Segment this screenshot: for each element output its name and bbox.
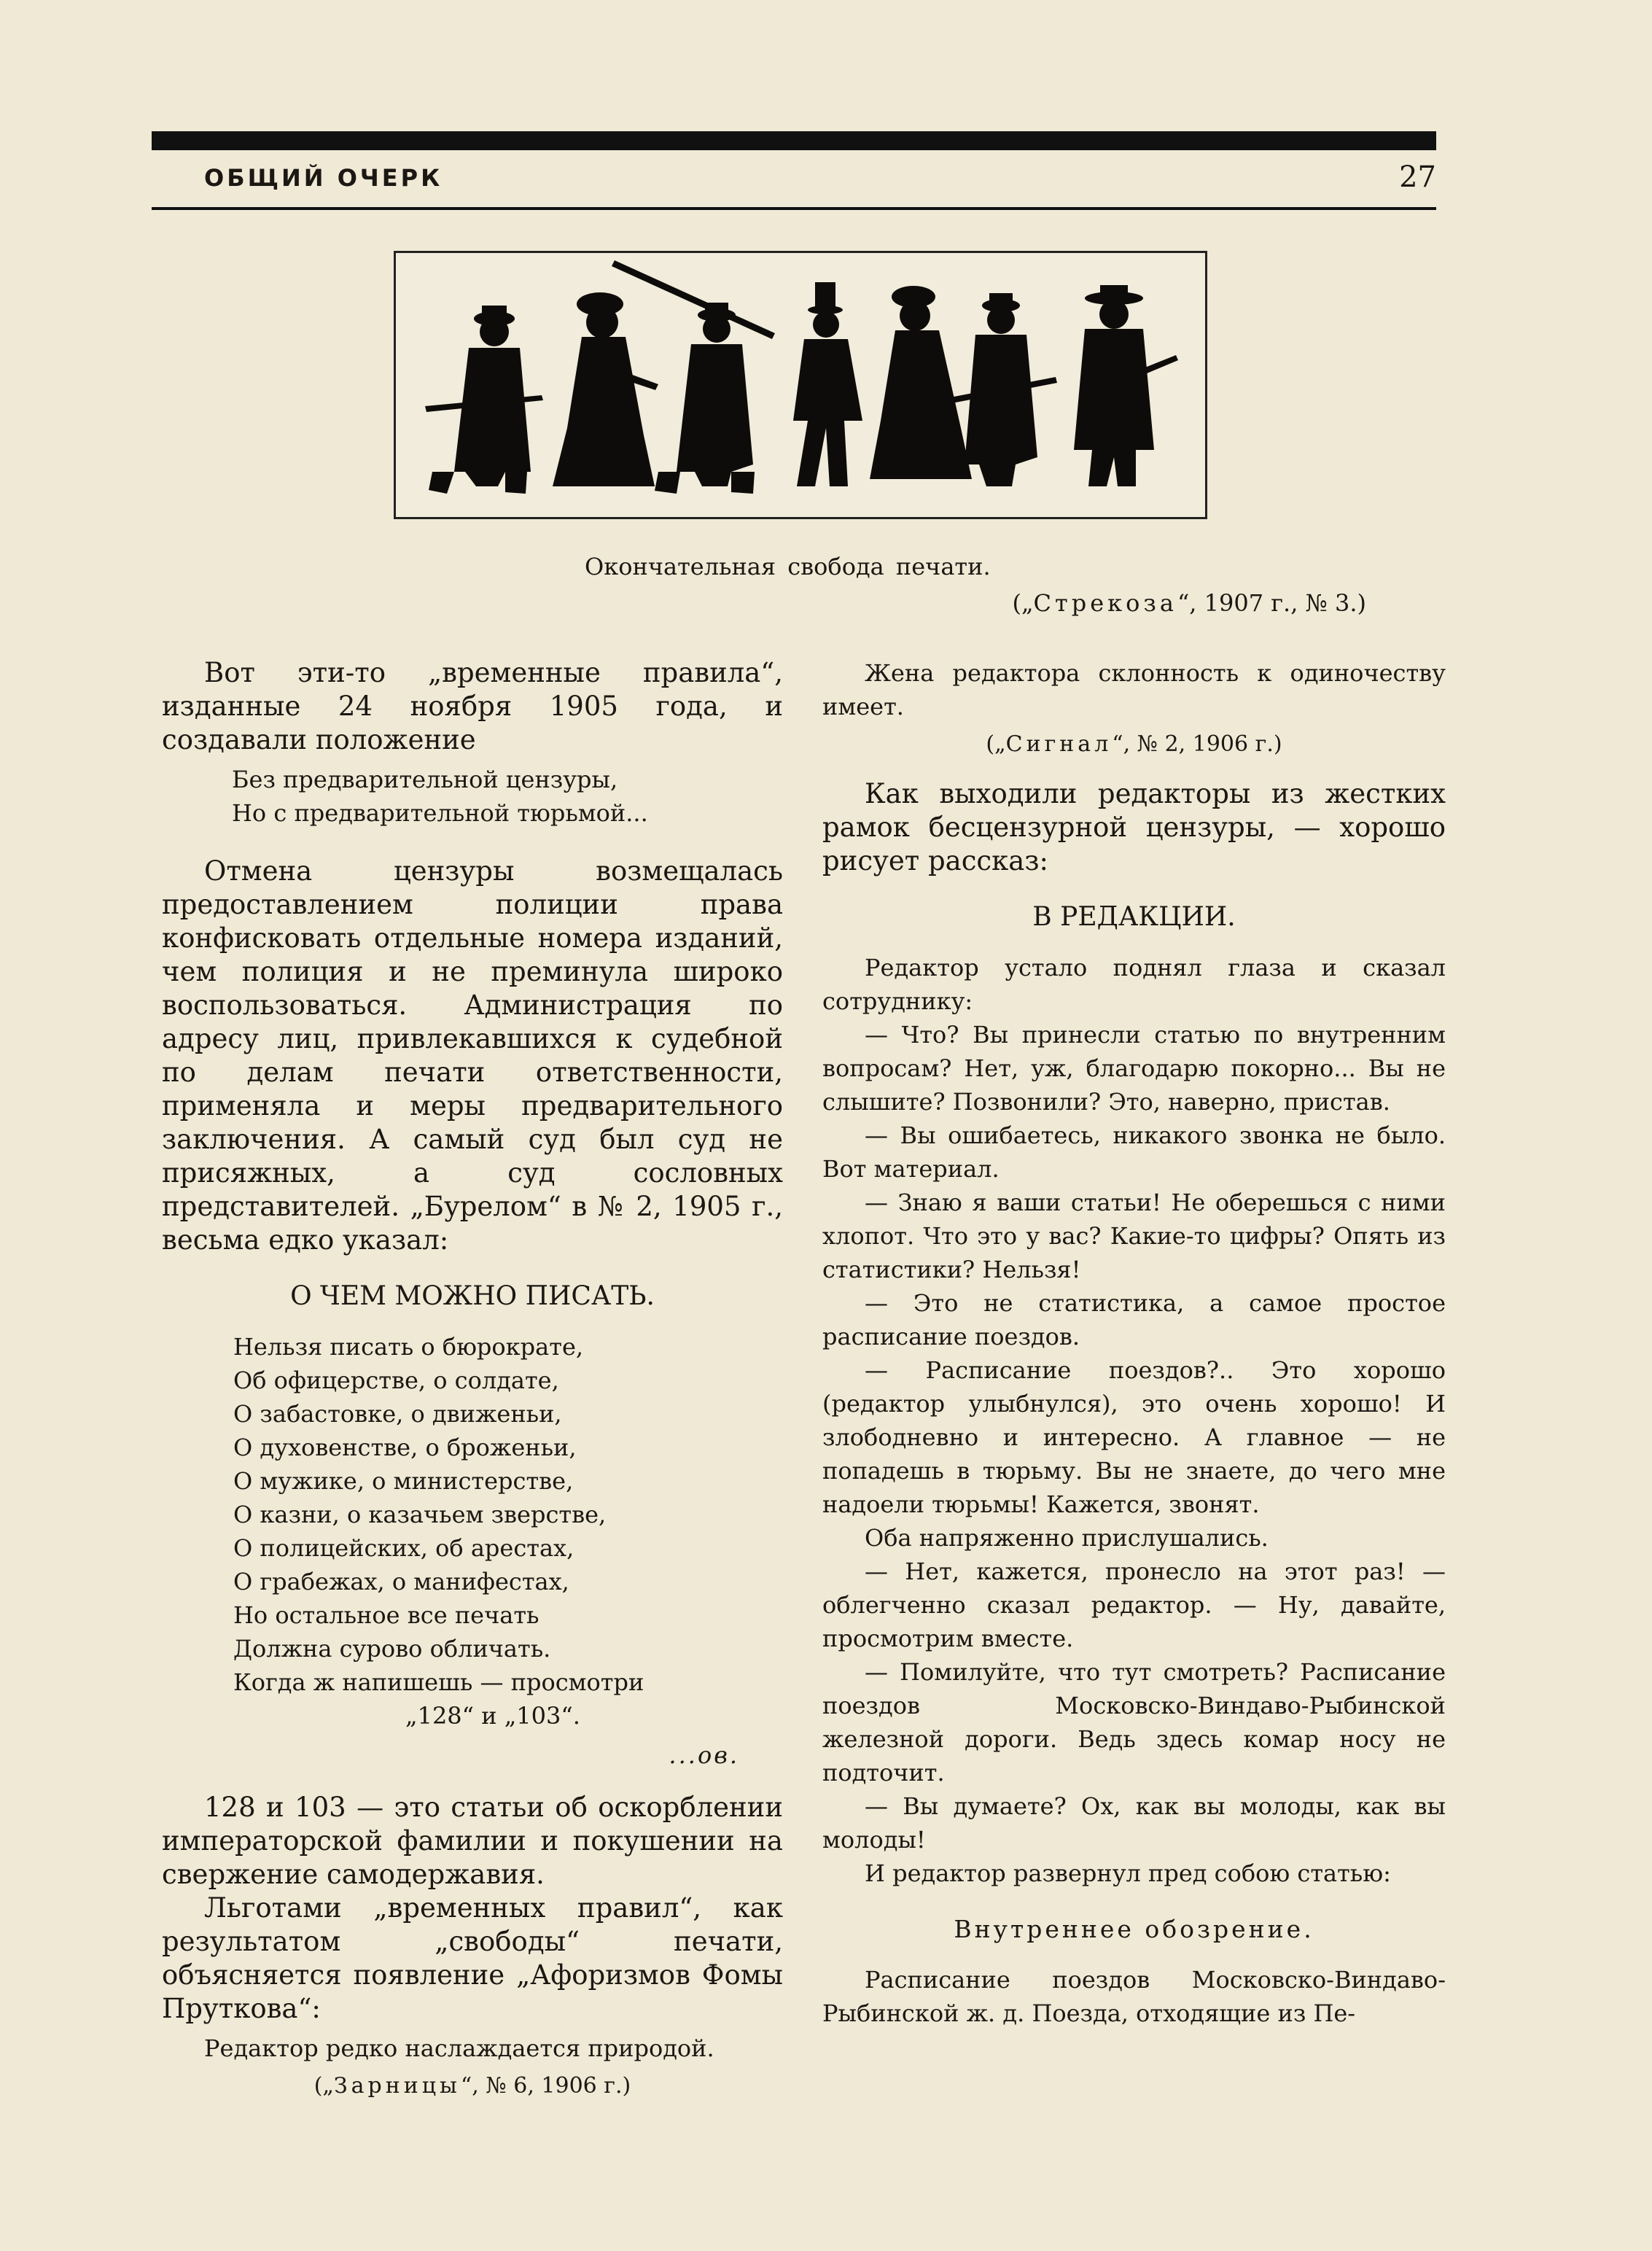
- epigraph-line: Без предварительной цензуры,: [232, 766, 618, 793]
- paragraph: Как выходили редакторы из жестких рамок бесцензурной цензуры, — хорошо рисует рассказ:: [822, 778, 1446, 876]
- poem-line: Нельзя писать о бюрократе,: [233, 1333, 584, 1361]
- story-paragraph: — Вы думаете? Ох, как вы молоды, как вы молоды!: [822, 1792, 1446, 1854]
- story-paragraph: — Расписание поездов?.. Это хорошо (редактор улыбнулся), это очень хорошо! И злободневно и интересно. А главное — не попадешь в тюрьму. Вы не знаете, до чего мне надоели тюрьмы! Кажется, звонят.: [822, 1356, 1446, 1518]
- epigraph: [232, 763, 783, 830]
- silhouette-illustration: [394, 251, 1207, 519]
- story-paragraph: — Что? Вы принесли статью по внутренним вопросам? Нет, уж, благодарю покорно... Вы не слышите? Позвонили? Это, наверно, пристав.: [822, 1021, 1446, 1116]
- poem-line: Должна сурово обличать.: [233, 1635, 551, 1663]
- poem: [233, 1330, 783, 1733]
- story-paragraph: — Вы ошибаетесь, никакого звонка не было. Вот материал.: [822, 1121, 1446, 1183]
- aphorism: Редактор редко наслаждается природой.: [204, 2034, 714, 2062]
- silhouette-woman-2: [870, 286, 972, 479]
- poem-line: О духовенстве, о броженьи,: [233, 1434, 577, 1461]
- poem-line: О мужике, о министерстве,: [233, 1467, 574, 1495]
- paragraph: Вот эти-то „временные правила“, изданные 24 ноября 1905 года, и создавали положение: [162, 657, 783, 755]
- top-rule: [152, 131, 1436, 150]
- story-paragraph: Расписание поездов Московско-Виндаво-Рыбинской ж. д. Поезда, отходящие из Пе-: [822, 1966, 1446, 2027]
- silhouette-woman-1: [553, 292, 658, 486]
- story-paragraph: — Помилуйте, что тут смотреть? Расписание поездов Московско-Виндаво-Рыбинской железной дороги. Ведь здесь комар носу не подточит.: [822, 1658, 1446, 1787]
- poem-title: О ЧЕМ МОЖНО ПИСАТЬ.: [290, 1281, 655, 1311]
- story-paragraph: — Знаю я ваши статьи! Не оберешься с ними хлопот. Что это у вас? Какие-то цифры? Опять из статистики? Нельзя!: [822, 1189, 1446, 1283]
- poem-signature: ...ов.: [669, 1741, 739, 1769]
- story-paragraph: — Это не статистика, а самое простое расписание поездов.: [822, 1289, 1446, 1350]
- page-number: 27: [1399, 160, 1436, 194]
- aphorism-source: („Зарницы“, № 6, 1906 г.): [313, 2073, 631, 2099]
- silhouette-man-tophat: [793, 282, 862, 486]
- poem-line: О грабежах, о манифестах,: [233, 1568, 569, 1595]
- header-rule: [152, 207, 1436, 210]
- aphorism: Жена редактора склонность к одиночеству имеет.: [822, 659, 1446, 720]
- poem-line: О казни, о казачьем зверстве,: [233, 1501, 607, 1528]
- subheading: Внутреннее обозрение.: [954, 1915, 1314, 1943]
- poem-line: Когда ж напишешь — просмотри: [233, 1668, 644, 1696]
- story-title: В РЕДАКЦИИ.: [1032, 902, 1236, 932]
- poem-line: Об офицерстве, о солдате,: [233, 1366, 559, 1394]
- poem-line: „128“ и „103“.: [405, 1702, 580, 1730]
- story-paragraph: Оба напряженно прислушались.: [865, 1524, 1269, 1552]
- silhouette-man-widehat: [1074, 285, 1178, 486]
- silhouette-procession: [396, 253, 1205, 517]
- poem-line: Но остальное все печать: [233, 1601, 539, 1629]
- running-header: ОБЩИЙ ОЧЕРК: [204, 164, 443, 192]
- illustration-caption: Окончательная свобода печати.: [585, 553, 991, 580]
- story-paragraph: Редактор устало поднял глаза и сказал сотруднику:: [822, 954, 1446, 1015]
- aphorism-source: („Сигнал“, № 2, 1906 г.): [986, 731, 1282, 757]
- paragraph: Отмена цензуры возмещалась предоставлением полиции права конфисковать отдельные номера изданий, чем полиция и не преминула широко воспользоваться. Администрация по адресу лиц, привлекавшихся к судебной по делам печати ответственности, применяла и меры предварительного заключения. А самый суд был суд не присяжных, а суд сословных представителей. „Бурелом“ в № 2, 1905 г., весьма едко указал:: [162, 855, 783, 1256]
- right-column: [822, 656, 1446, 2030]
- illustration-source: („Стрекоза“, 1907 г., № 3.): [1012, 589, 1366, 617]
- silhouette-soldier-1: [425, 306, 543, 494]
- poem-line: О полицейских, об арестах,: [233, 1534, 574, 1562]
- paragraph: Льготами „временных правил“, как результатом „свободы“ печати, объясняется появление „Афоризмов Фомы Пруткова“:: [162, 1892, 783, 2024]
- poem-line: О забастовке, о движеньи,: [233, 1400, 562, 1428]
- story-paragraph: И редактор развернул пред собою статью:: [865, 1859, 1391, 1887]
- paragraph: 128 и 103 — это статьи об оскорблении императорской фамилии и покушении на свержение самодержавия.: [162, 1792, 783, 1890]
- epigraph-line: Но с предварительной тюрьмой...: [232, 799, 648, 827]
- story-paragraph: — Нет, кажется, пронесло на этот раз! — облегченно сказал редактор. — Ну, давайте, просмотрим вместе.: [822, 1558, 1446, 1652]
- left-column: [162, 656, 783, 2119]
